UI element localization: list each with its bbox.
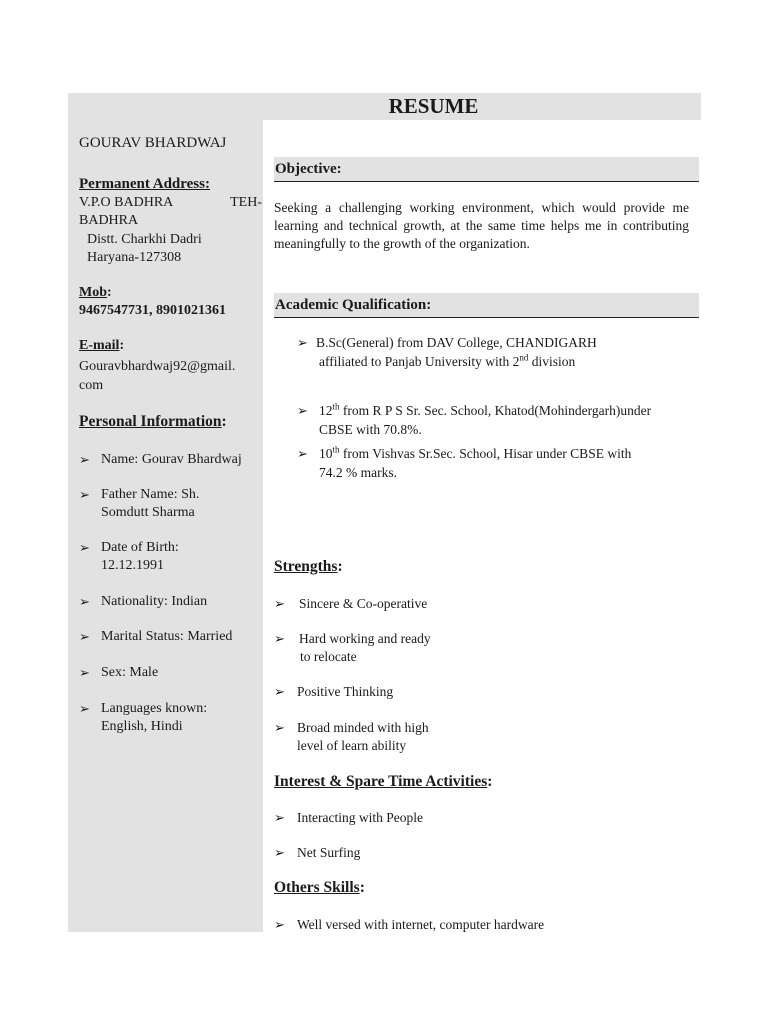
objective-text: Seeking a challenging working environment, which would provide me learning and technical growth, at the same time helps me in contributing meaningfully to the growth of the organization. <box>274 200 689 251</box>
other-skills-heading: Others Skills: <box>274 879 365 896</box>
interest-heading: Interest & Spare Time Activities: <box>274 773 493 790</box>
objective-heading: Objective: <box>274 157 699 182</box>
bullet-arrow-icon: ➢ <box>297 446 308 461</box>
bullet-arrow-icon: ➢ <box>274 917 285 932</box>
mob-heading: Mob: <box>79 285 112 300</box>
address-line-3: Distt. Charkhi Dadri <box>87 232 202 247</box>
personal-heading: Personal Information: <box>79 413 227 430</box>
bullet-arrow-icon: ➢ <box>297 403 308 418</box>
bullet-arrow-icon: ➢ <box>274 684 285 699</box>
academic-heading: Academic Qualification: <box>274 293 699 318</box>
bullet-arrow-icon: ➢ <box>297 335 308 350</box>
bullet-arrow-icon: ➢ <box>79 487 90 502</box>
bullet-arrow-icon: ➢ <box>79 629 90 644</box>
bullet-arrow-icon: ➢ <box>79 594 90 609</box>
email-line-2: com <box>79 378 104 393</box>
bullet-arrow-icon: ➢ <box>274 845 285 860</box>
mob-value: 9467547731, 8901021361 <box>79 303 226 318</box>
address-teh: TEH- <box>230 195 262 210</box>
address-line-4: Haryana-127308 <box>87 250 182 265</box>
candidate-name: GOURAV BHARDWAJ <box>79 135 227 151</box>
bullet-arrow-icon: ➢ <box>79 701 90 716</box>
email-heading: E-mail: <box>79 338 125 353</box>
bullet-arrow-icon: ➢ <box>274 631 285 646</box>
bullet-arrow-icon: ➢ <box>274 596 285 611</box>
address-heading: Permanent Address: <box>79 176 210 192</box>
address-village: V.P.O BADHRA <box>79 195 174 210</box>
bullet-arrow-icon: ➢ <box>79 540 90 555</box>
bullet-arrow-icon: ➢ <box>79 452 90 467</box>
bullet-arrow-icon: ➢ <box>274 810 285 825</box>
address-line-1 <box>79 194 262 212</box>
strengths-heading: Strengths: <box>274 558 343 575</box>
address-line-2: BADHRA <box>79 213 139 228</box>
bullet-arrow-icon: ➢ <box>274 720 285 735</box>
bullet-arrow-icon: ➢ <box>79 665 90 680</box>
page-title: RESUME <box>388 94 479 118</box>
resume-page: RESUME GOURAV BHARDWAJ Permanent Address: V.P.O BADHRA TEH- BADHRA Distt. Charkhi Dadri Haryana-127308 Mob: 9467547731, 8901021361 E-mail: Gouravbhardwaj92@gmail. com Personal Information: ➢ Name: Gourav Bhardwaj ➢ Father Name: Sh. Somdutt Sharma ➢ Date of Birth: 12.12.1991 ➢ Nationality: Indian ➢ Marital Status: Married ➢ Sex: Male ➢ Languages known: English, Hindi Objective: Seeking a challenging working environment, which would provide me learning and technical growth, at the same time helps me in contributing meaningfully to the growth of the organization. Academic Qualification: ➢ B.Sc(General) from DAV College, CHANDIGARH affiliated to Panjab University with 2nd division ➢ 12th from R P S Sr. Sec. School, Khatod(Mohindergarh)under CBSE with 70.8%. ➢ 10th from Vishvas Sr.Sec. School, Hisar under CBSE with 74.2 % marks. Strengths: ➢ Sincere & Co-operative ➢ Hard working and ready to relocate ➢ Positive Thinking ➢ Broad minded with high level of learn ability Interest & Spare Time Activities: ➢ Interacting with People ➢ Net Surfing Others Skills: ➢ Well versed with internet, computer hardware <box>68 93 701 933</box>
email-line-1: Gouravbhardwaj92@gmail. <box>79 359 236 374</box>
